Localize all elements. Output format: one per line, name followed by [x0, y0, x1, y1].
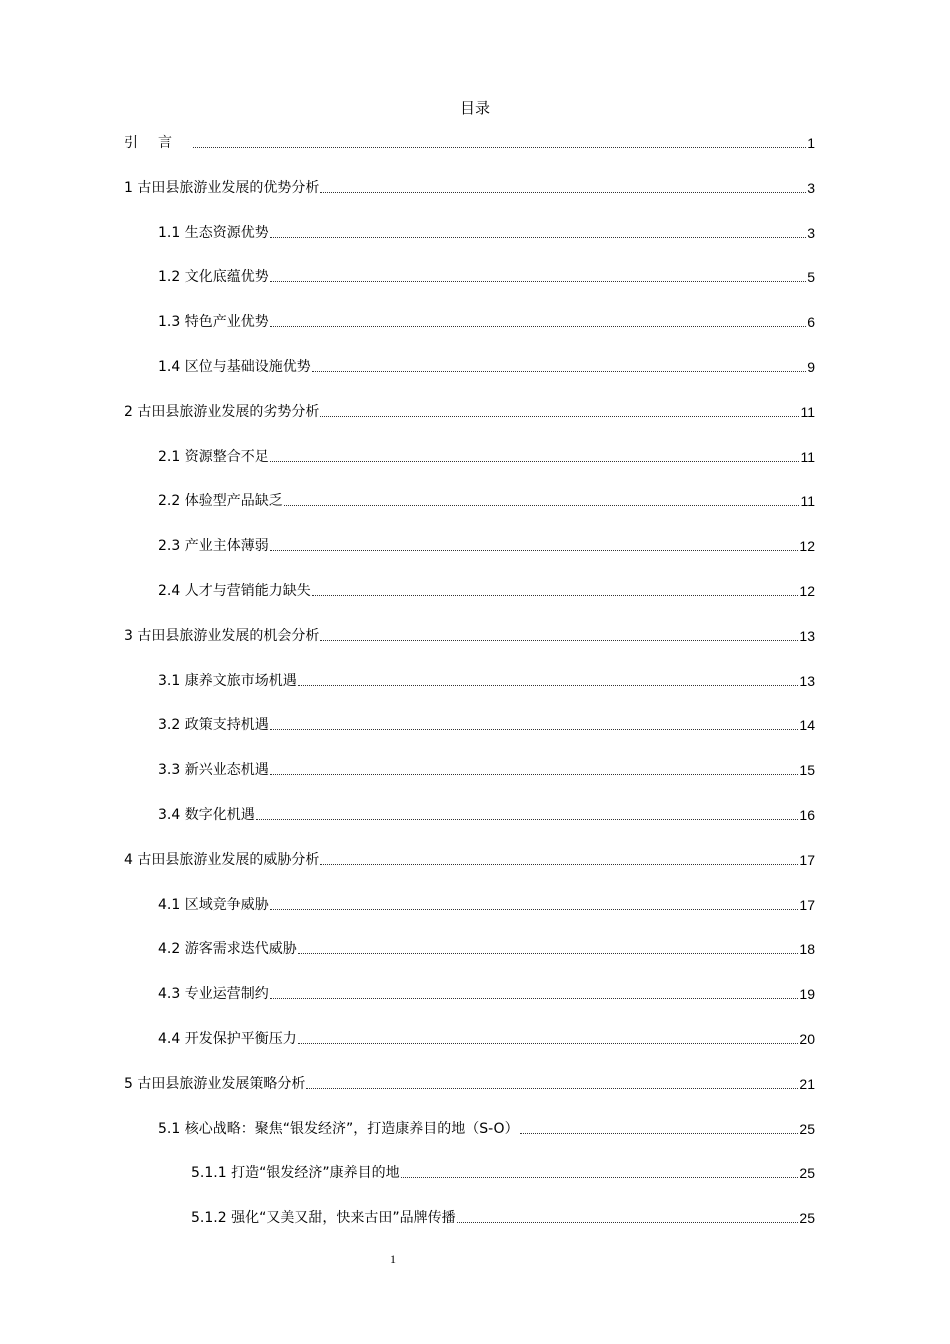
toc-entry-title: 1.1 生态资源优势	[158, 224, 269, 241]
dot-leader	[256, 819, 799, 820]
toc-entry[interactable]	[158, 265, 815, 287]
toc-entry[interactable]	[191, 1206, 815, 1228]
toc-entry[interactable]	[124, 624, 815, 646]
toc-entry-title: 引言	[124, 135, 192, 151]
toc-entry-title: 3.1 康养文旅市场机遇	[158, 672, 297, 689]
dot-leader	[320, 192, 806, 193]
toc-entry-page-number: 12	[799, 583, 815, 599]
toc-entry-title: 1.4 区位与基础设施优势	[158, 359, 311, 375]
toc-entry-page-number: 3	[807, 179, 815, 196]
toc-entry-page-number: 19	[799, 986, 815, 1003]
toc-entry-page-number: 3	[807, 224, 815, 241]
toc-entry-page-number: 25	[799, 1210, 815, 1227]
toc-entry[interactable]	[124, 400, 815, 422]
dot-leader	[306, 1088, 798, 1089]
toc-entry[interactable]	[124, 848, 815, 870]
toc-entry-title: 5.1 核心战略：聚焦“银发经济”，打造康养目的地（S-O）	[158, 1120, 519, 1137]
toc-entry-title: 1 古田县旅游业发展的优势分析	[124, 179, 320, 196]
toc-entry-page-number: 21	[799, 1075, 815, 1092]
toc-entry-title: 4.1 区域竞争威胁	[158, 896, 269, 913]
toc-entry-title: 4.3 专业运营制约	[158, 986, 269, 1003]
toc-entry-title: 2.1 资源整合不足	[158, 448, 269, 465]
dot-leader	[270, 550, 799, 551]
toc-entry-title: 1.2 文化底蕴优势	[158, 269, 269, 286]
dot-leader	[520, 1133, 799, 1134]
toc-entry[interactable]	[158, 669, 815, 691]
toc-entry-title: 3.4 数字化机遇	[158, 807, 255, 823]
toc-entry[interactable]	[158, 445, 815, 467]
toc-entry-title: 2 古田县旅游业发展的劣势分析	[124, 403, 320, 420]
toc-entry[interactable]	[124, 131, 815, 153]
dot-leader	[298, 685, 799, 686]
dot-leader	[312, 371, 806, 372]
toc-entry-title: 2.2 体验型产品缺乏	[158, 493, 283, 510]
toc-entry-page-number: 17	[799, 851, 815, 868]
toc-entry[interactable]	[158, 579, 815, 601]
toc-entry-page-number: 5	[807, 269, 815, 286]
toc-entry-title: 5.1.2 强化“又美又甜，快来古田”品牌传播	[191, 1210, 456, 1227]
dot-leader	[270, 281, 806, 282]
dot-leader	[320, 640, 798, 641]
toc-entry[interactable]	[158, 310, 815, 332]
toc-entry-page-number: 1	[807, 135, 815, 151]
toc-entry[interactable]	[158, 713, 815, 735]
toc-entry-page-number: 12	[799, 538, 815, 555]
toc-entry-title: 5 古田县旅游业发展策略分析	[124, 1075, 306, 1092]
toc-entry-title: 4.4 开发保护平衡压力	[158, 1031, 297, 1047]
toc-entry-page-number: 15	[799, 762, 815, 779]
page-title: 目录	[459, 99, 490, 117]
dot-leader	[401, 1177, 799, 1178]
toc-entry[interactable]	[158, 534, 815, 556]
dot-leader	[270, 774, 799, 775]
dot-leader	[270, 729, 799, 730]
toc-entry-title: 4 古田县旅游业发展的威胁分析	[124, 851, 320, 868]
toc-entry-page-number: 13	[799, 672, 815, 689]
dot-leader	[270, 998, 799, 999]
toc-entry-page-number: 16	[799, 807, 815, 823]
dot-leader	[270, 461, 800, 462]
dot-leader	[312, 595, 799, 596]
toc-entry[interactable]	[158, 489, 815, 511]
dot-leader	[298, 953, 799, 954]
dot-leader	[270, 909, 799, 910]
toc-entry-page-number: 20	[799, 1031, 815, 1047]
toc-entry[interactable]	[158, 982, 815, 1004]
toc-entry-title: 5.1.1 打造“银发经济”康养目的地	[191, 1165, 400, 1182]
dot-leader	[320, 864, 798, 865]
toc-entry[interactable]	[158, 355, 815, 377]
toc-entry-page-number: 13	[799, 627, 815, 644]
toc-entry[interactable]	[158, 937, 815, 959]
dot-leader	[270, 237, 806, 238]
toc-entry-page-number: 11	[800, 403, 815, 420]
toc-entry[interactable]	[158, 1027, 815, 1049]
toc-entry[interactable]	[158, 1117, 815, 1139]
toc-entry[interactable]	[158, 803, 815, 825]
toc-entry-page-number: 11	[800, 448, 815, 465]
toc-entry-page-number: 9	[807, 359, 815, 375]
toc-entry-title: 3.2 政策支持机遇	[158, 717, 269, 734]
toc-entry-page-number: 25	[799, 1120, 815, 1137]
toc-entry[interactable]	[158, 893, 815, 915]
toc-entry-title: 1.3 特色产业优势	[158, 314, 269, 331]
dot-leader	[320, 416, 799, 417]
toc-entry-title: 3.3 新兴业态机遇	[158, 762, 269, 779]
toc-entry[interactable]	[158, 758, 815, 780]
toc-entry[interactable]	[124, 1072, 815, 1094]
toc-entry-title: 4.2 游客需求迭代威胁	[158, 941, 297, 958]
dot-leader	[193, 147, 806, 148]
toc-entry-title: 2.4 人才与营销能力缺失	[158, 583, 311, 599]
toc-entry-page-number: 11	[800, 493, 815, 510]
dot-leader	[284, 505, 800, 506]
dot-leader	[270, 326, 806, 327]
toc-entry-title: 3 古田县旅游业发展的机会分析	[124, 627, 320, 644]
toc-entry-title: 2.3 产业主体薄弱	[158, 538, 269, 555]
toc-entry[interactable]	[158, 221, 815, 243]
dot-leader	[457, 1222, 799, 1223]
toc-entry-page-number: 25	[799, 1165, 815, 1182]
footer-page-number: 1	[390, 1252, 396, 1266]
toc-entry[interactable]	[124, 176, 815, 198]
toc-entry-page-number: 14	[799, 717, 815, 734]
toc-entry-page-number: 6	[807, 314, 815, 331]
toc-entry-page-number: 18	[799, 941, 815, 958]
toc-entry[interactable]	[191, 1161, 815, 1183]
dot-leader	[298, 1043, 799, 1044]
toc-entry-page-number: 17	[799, 896, 815, 913]
